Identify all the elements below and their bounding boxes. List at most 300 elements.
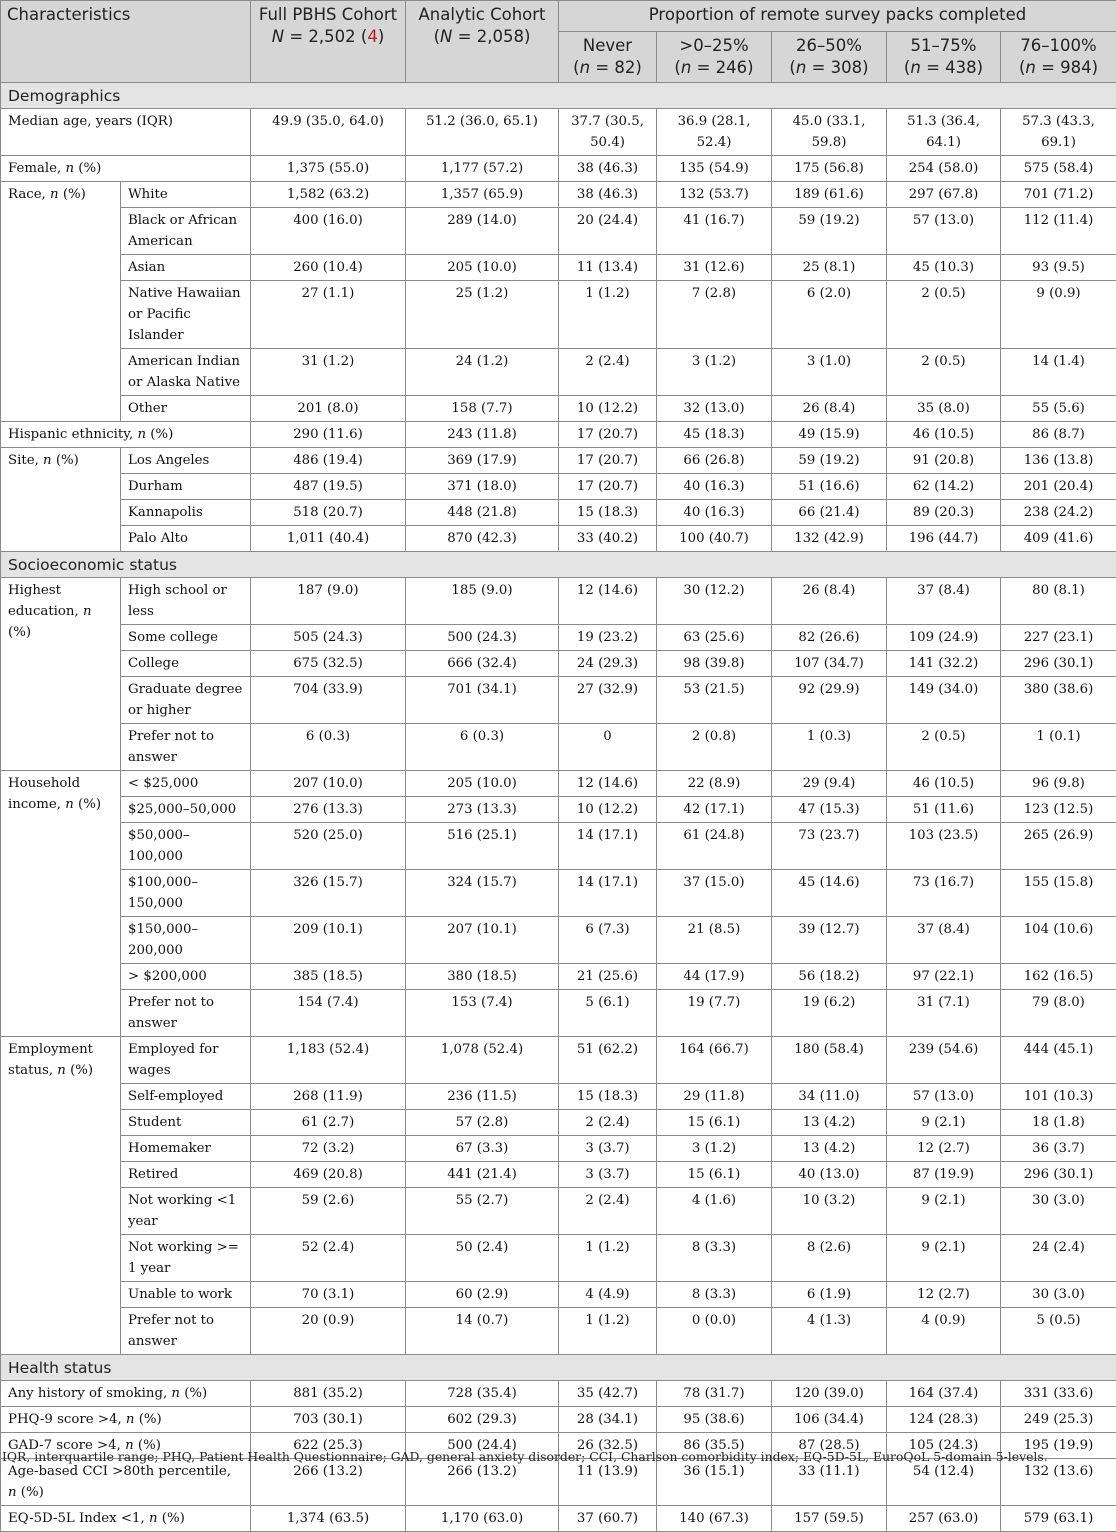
value-cell: 380 (18.5) [406, 964, 559, 990]
value-cell: 1,078 (52.4) [406, 1037, 559, 1084]
sub-label: $150,000–200,000 [121, 917, 251, 964]
reference-link[interactable]: 4 [367, 27, 378, 46]
value-cell: 8 (3.3) [657, 1282, 772, 1308]
value-cell: 36 (15.1) [657, 1459, 772, 1506]
table-row [1, 396, 1116, 422]
value-cell: 36 (3.7) [1001, 1136, 1116, 1162]
value-cell: 59 (19.2) [772, 448, 887, 474]
sub-label: Black or African American [121, 208, 251, 255]
value-cell: 10 (3.2) [772, 1188, 887, 1235]
value-cell: 25 (8.1) [772, 255, 887, 281]
sub-label: > $200,000 [121, 964, 251, 990]
value-cell: 59 (19.2) [772, 208, 887, 255]
table-row [1, 349, 1116, 396]
value-cell: 1,011 (40.4) [251, 526, 406, 552]
sub-label: Prefer not to answer [121, 1308, 251, 1355]
value-cell: 38 (46.3) [559, 182, 657, 208]
value-cell: 207 (10.0) [251, 771, 406, 797]
sub-label: $100,000–150,000 [121, 870, 251, 917]
sub-label: Prefer not to answer [121, 990, 251, 1037]
value-cell: 35 (42.7) [559, 1381, 657, 1407]
value-cell: 8 (2.6) [772, 1235, 887, 1282]
sub-label: Homemaker [121, 1136, 251, 1162]
value-cell: 20 (24.4) [559, 208, 657, 255]
value-cell: 10 (12.2) [559, 396, 657, 422]
value-cell: 6 (7.3) [559, 917, 657, 964]
value-cell: 34 (11.0) [772, 1084, 887, 1110]
value-cell: 55 (2.7) [406, 1188, 559, 1235]
table-row [1, 917, 1116, 964]
value-cell: 516 (25.1) [406, 823, 559, 870]
value-cell: 153 (7.4) [406, 990, 559, 1037]
value-cell: 9 (2.1) [887, 1188, 1001, 1235]
value-cell: 1 (1.2) [559, 1308, 657, 1355]
table-row [1, 1110, 1116, 1136]
value-cell: 6 (0.3) [251, 724, 406, 771]
table-header [1, 1, 1116, 83]
value-cell: 149 (34.0) [887, 677, 1001, 724]
value-cell: 728 (35.4) [406, 1381, 559, 1407]
sub-label: White [121, 182, 251, 208]
value-cell: 136 (13.8) [1001, 448, 1116, 474]
value-cell: 26 (8.4) [772, 578, 887, 625]
value-cell: 6 (1.9) [772, 1282, 887, 1308]
value-cell: 4 (0.9) [887, 1308, 1001, 1355]
value-cell: 112 (11.4) [1001, 208, 1116, 255]
sub-label: Retired [121, 1162, 251, 1188]
value-cell: 175 (56.8) [772, 156, 887, 182]
value-cell: 52 (2.4) [251, 1235, 406, 1282]
value-cell: 14 (1.4) [1001, 349, 1116, 396]
value-cell: 5 (0.5) [1001, 1308, 1116, 1355]
row-label: EQ-5D-5L Index <1, n (%) [1, 1506, 251, 1532]
value-cell: 86 (8.7) [1001, 422, 1116, 448]
value-cell: 19 (6.2) [772, 990, 887, 1037]
table-row [1, 1459, 1116, 1506]
value-cell: 51 (16.6) [772, 474, 887, 500]
value-cell: 82 (26.6) [772, 625, 887, 651]
value-cell: 36.9 (28.1, 52.4) [657, 109, 772, 156]
value-cell: 132 (13.6) [1001, 1459, 1116, 1506]
value-cell: 12 (2.7) [887, 1136, 1001, 1162]
value-cell: 57 (13.0) [887, 1084, 1001, 1110]
value-cell: 1,177 (57.2) [406, 156, 559, 182]
value-cell: 18 (1.8) [1001, 1110, 1116, 1136]
col-0-25: >0–25% (n = 246) [657, 32, 772, 83]
value-cell: 20 (0.9) [251, 1308, 406, 1355]
value-cell: 675 (32.5) [251, 651, 406, 677]
value-cell: 243 (11.8) [406, 422, 559, 448]
value-cell: 380 (38.6) [1001, 677, 1116, 724]
value-cell: 46 (10.5) [887, 771, 1001, 797]
sub-label: Employed for wages [121, 1037, 251, 1084]
value-cell: 520 (25.0) [251, 823, 406, 870]
value-cell: 189 (61.6) [772, 182, 887, 208]
value-cell: 268 (11.9) [251, 1084, 406, 1110]
sub-label: Student [121, 1110, 251, 1136]
value-cell: 2 (2.4) [559, 1110, 657, 1136]
value-cell: 622 (25.3) [251, 1433, 406, 1459]
value-cell: 331 (33.6) [1001, 1381, 1116, 1407]
value-cell: 155 (15.8) [1001, 870, 1116, 917]
section-title: Health status [1, 1355, 1116, 1381]
table-row [1, 578, 1116, 625]
sub-label: $25,000–50,000 [121, 797, 251, 823]
sub-label: Prefer not to answer [121, 724, 251, 771]
value-cell: 61 (24.8) [657, 823, 772, 870]
group-label: Household income, n (%) [1, 771, 121, 1037]
value-cell: 4 (1.3) [772, 1308, 887, 1355]
table-row [1, 1037, 1116, 1084]
value-cell: 1 (1.2) [559, 281, 657, 349]
table-body [1, 83, 1116, 1532]
value-cell: 92 (29.9) [772, 677, 887, 724]
value-cell: 86 (35.5) [657, 1433, 772, 1459]
value-cell: 19 (7.7) [657, 990, 772, 1037]
value-cell: 11 (13.4) [559, 255, 657, 281]
value-cell: 37.7 (30.5, 50.4) [559, 109, 657, 156]
value-cell: 162 (16.5) [1001, 964, 1116, 990]
row-label: Median age, years (IQR) [1, 109, 251, 156]
value-cell: 26 (8.4) [772, 396, 887, 422]
value-cell: 164 (66.7) [657, 1037, 772, 1084]
sub-label: Los Angeles [121, 448, 251, 474]
value-cell: 15 (18.3) [559, 500, 657, 526]
value-cell: 135 (54.9) [657, 156, 772, 182]
value-cell: 132 (42.9) [772, 526, 887, 552]
row-label: GAD-7 score >4, n (%) [1, 1433, 251, 1459]
value-cell: 37 (15.0) [657, 870, 772, 917]
section-header-demographics [1, 83, 1116, 109]
value-cell: 107 (34.7) [772, 651, 887, 677]
value-cell: 2 (0.5) [887, 281, 1001, 349]
value-cell: 209 (10.1) [251, 917, 406, 964]
value-cell: 27 (1.1) [251, 281, 406, 349]
sub-label: Graduate degree or higher [121, 677, 251, 724]
value-cell: 21 (25.6) [559, 964, 657, 990]
value-cell: 66 (26.8) [657, 448, 772, 474]
value-cell: 11 (13.9) [559, 1459, 657, 1506]
row-label: Any history of smoking, n (%) [1, 1381, 251, 1407]
value-cell: 505 (24.3) [251, 625, 406, 651]
value-cell: 185 (9.0) [406, 578, 559, 625]
section-title: Socioeconomic status [1, 552, 1116, 578]
value-cell: 369 (17.9) [406, 448, 559, 474]
value-cell: 61 (2.7) [251, 1110, 406, 1136]
value-cell: 227 (23.1) [1001, 625, 1116, 651]
value-cell: 31 (7.1) [887, 990, 1001, 1037]
value-cell: 10 (12.2) [559, 797, 657, 823]
value-cell: 40 (16.3) [657, 500, 772, 526]
table-row [1, 1084, 1116, 1110]
sub-label: Asian [121, 255, 251, 281]
value-cell: 124 (28.3) [887, 1407, 1001, 1433]
value-cell: 39 (12.7) [772, 917, 887, 964]
col-51-75: 51–75% (n = 438) [887, 32, 1001, 83]
value-cell: 870 (42.3) [406, 526, 559, 552]
value-cell: 44 (17.9) [657, 964, 772, 990]
value-cell: 104 (10.6) [1001, 917, 1116, 964]
value-cell: 500 (24.4) [406, 1433, 559, 1459]
value-cell: 701 (34.1) [406, 677, 559, 724]
value-cell: 24 (29.3) [559, 651, 657, 677]
value-cell: 296 (30.1) [1001, 651, 1116, 677]
value-cell: 73 (16.7) [887, 870, 1001, 917]
value-cell: 67 (3.3) [406, 1136, 559, 1162]
value-cell: 49 (15.9) [772, 422, 887, 448]
value-cell: 15 (6.1) [657, 1110, 772, 1136]
sub-label: Unable to work [121, 1282, 251, 1308]
value-cell: 205 (10.0) [406, 771, 559, 797]
value-cell: 105 (24.3) [887, 1433, 1001, 1459]
value-cell: 881 (35.2) [251, 1381, 406, 1407]
value-cell: 60 (2.9) [406, 1282, 559, 1308]
value-cell: 24 (1.2) [406, 349, 559, 396]
value-cell: 12 (2.7) [887, 1282, 1001, 1308]
sub-label: < $25,000 [121, 771, 251, 797]
table-row [1, 990, 1116, 1037]
value-cell: 51.3 (36.4, 64.1) [887, 109, 1001, 156]
value-cell: 17 (20.7) [559, 474, 657, 500]
table-row [1, 1162, 1116, 1188]
value-cell: 1,183 (52.4) [251, 1037, 406, 1084]
value-cell: 9 (2.1) [887, 1235, 1001, 1282]
value-cell: 30 (3.0) [1001, 1282, 1116, 1308]
value-cell: 201 (8.0) [251, 396, 406, 422]
value-cell: 400 (16.0) [251, 208, 406, 255]
value-cell: 289 (14.0) [406, 208, 559, 255]
value-cell: 46 (10.5) [887, 422, 1001, 448]
value-cell: 2 (2.4) [559, 349, 657, 396]
table-row [1, 208, 1116, 255]
value-cell: 57.3 (43.3, 69.1) [1001, 109, 1116, 156]
value-cell: 3 (1.2) [657, 349, 772, 396]
value-cell: 87 (19.9) [887, 1162, 1001, 1188]
value-cell: 666 (32.4) [406, 651, 559, 677]
value-cell: 238 (24.2) [1001, 500, 1116, 526]
value-cell: 30 (12.2) [657, 578, 772, 625]
value-cell: 123 (12.5) [1001, 797, 1116, 823]
value-cell: 80 (8.1) [1001, 578, 1116, 625]
table-row [1, 651, 1116, 677]
row-label: PHQ-9 score >4, n (%) [1, 1407, 251, 1433]
col-analytic-cohort: Analytic Cohort (N = 2,058) [406, 1, 559, 83]
col-26-50: 26–50% (n = 308) [772, 32, 887, 83]
value-cell: 21 (8.5) [657, 917, 772, 964]
value-cell: 96 (9.8) [1001, 771, 1116, 797]
value-cell: 31 (1.2) [251, 349, 406, 396]
value-cell: 207 (10.1) [406, 917, 559, 964]
value-cell: 106 (34.4) [772, 1407, 887, 1433]
value-cell: 41 (16.7) [657, 208, 772, 255]
value-cell: 704 (33.9) [251, 677, 406, 724]
value-cell: 59 (2.6) [251, 1188, 406, 1235]
value-cell: 195 (19.9) [1001, 1433, 1116, 1459]
value-cell: 486 (19.4) [251, 448, 406, 474]
col-full-cohort: Full PBHS Cohort N = 2,502 (4) [251, 1, 406, 83]
table-row [1, 771, 1116, 797]
sub-label: Durham [121, 474, 251, 500]
value-cell: 254 (58.0) [887, 156, 1001, 182]
value-cell: 1,375 (55.0) [251, 156, 406, 182]
value-cell: 73 (23.7) [772, 823, 887, 870]
value-cell: 265 (26.9) [1001, 823, 1116, 870]
table-footnote: IQR, interquartile range; PHQ, Patient Health Questionnaire; GAD, general anxiety disorder; CCI, Charlson comorbidity index; EQ-5D-5L, EuroQoL 5-domain 5-levels. [0, 1449, 1116, 1464]
table-row [1, 1188, 1116, 1235]
value-cell: 14 (17.1) [559, 870, 657, 917]
value-cell: 0 (0.0) [657, 1308, 772, 1355]
group-label: Site, n (%) [1, 448, 121, 552]
value-cell: 2 (0.5) [887, 724, 1001, 771]
value-cell: 30 (3.0) [1001, 1188, 1116, 1235]
value-cell: 17 (20.7) [559, 422, 657, 448]
value-cell: 42 (17.1) [657, 797, 772, 823]
value-cell: 239 (54.6) [887, 1037, 1001, 1084]
value-cell: 33 (11.1) [772, 1459, 887, 1506]
value-cell: 273 (13.3) [406, 797, 559, 823]
group-label: Highest education, n (%) [1, 578, 121, 771]
value-cell: 49.9 (35.0, 64.0) [251, 109, 406, 156]
value-cell: 201 (20.4) [1001, 474, 1116, 500]
sub-label: $50,000–100,000 [121, 823, 251, 870]
value-cell: 1,357 (65.9) [406, 182, 559, 208]
value-cell: 249 (25.3) [1001, 1407, 1116, 1433]
value-cell: 98 (39.8) [657, 651, 772, 677]
value-cell: 5 (6.1) [559, 990, 657, 1037]
value-cell: 701 (71.2) [1001, 182, 1116, 208]
sub-label: Not working <1 year [121, 1188, 251, 1235]
value-cell: 57 (2.8) [406, 1110, 559, 1136]
group-label: Race, n (%) [1, 182, 121, 422]
value-cell: 103 (23.5) [887, 823, 1001, 870]
table-row [1, 1282, 1116, 1308]
value-cell: 157 (59.5) [772, 1506, 887, 1532]
value-cell: 132 (53.7) [657, 182, 772, 208]
value-cell: 324 (15.7) [406, 870, 559, 917]
value-cell: 45 (14.6) [772, 870, 887, 917]
value-cell: 14 (0.7) [406, 1308, 559, 1355]
sub-label: Native Hawaiian or Pacific Islander [121, 281, 251, 349]
value-cell: 13 (4.2) [772, 1136, 887, 1162]
value-cell: 448 (21.8) [406, 500, 559, 526]
value-cell: 260 (10.4) [251, 255, 406, 281]
table-row [1, 1235, 1116, 1282]
value-cell: 32 (13.0) [657, 396, 772, 422]
value-cell: 6 (0.3) [406, 724, 559, 771]
sub-label: Kannapolis [121, 500, 251, 526]
value-cell: 266 (13.2) [406, 1459, 559, 1506]
value-cell: 276 (13.3) [251, 797, 406, 823]
value-cell: 297 (67.8) [887, 182, 1001, 208]
value-cell: 109 (24.9) [887, 625, 1001, 651]
sub-label: Palo Alto [121, 526, 251, 552]
value-cell: 120 (39.0) [772, 1381, 887, 1407]
value-cell: 154 (7.4) [251, 990, 406, 1037]
value-cell: 45.0 (33.1, 59.8) [772, 109, 887, 156]
value-cell: 6 (2.0) [772, 281, 887, 349]
value-cell: 38 (46.3) [559, 156, 657, 182]
value-cell: 1 (0.3) [772, 724, 887, 771]
sub-label: Not working >= 1 year [121, 1235, 251, 1282]
value-cell: 9 (2.1) [887, 1110, 1001, 1136]
value-cell: 326 (15.7) [251, 870, 406, 917]
value-cell: 257 (63.0) [887, 1506, 1001, 1532]
value-cell: 62 (14.2) [887, 474, 1001, 500]
value-cell: 1,170 (63.0) [406, 1506, 559, 1532]
value-cell: 28 (34.1) [559, 1407, 657, 1433]
value-cell: 17 (20.7) [559, 448, 657, 474]
value-cell: 51 (11.6) [887, 797, 1001, 823]
value-cell: 487 (19.5) [251, 474, 406, 500]
value-cell: 8 (3.3) [657, 1235, 772, 1282]
table-row [1, 156, 1116, 182]
table-row [1, 625, 1116, 651]
value-cell: 50 (2.4) [406, 1235, 559, 1282]
value-cell: 51 (62.2) [559, 1037, 657, 1084]
value-cell: 1,582 (63.2) [251, 182, 406, 208]
table-row [1, 182, 1116, 208]
row-label: Hispanic ethnicity, n (%) [1, 422, 251, 448]
value-cell: 97 (22.1) [887, 964, 1001, 990]
value-cell: 72 (3.2) [251, 1136, 406, 1162]
table-row [1, 870, 1116, 917]
col-never: Never (n = 82) [559, 32, 657, 83]
row-label: Female, n (%) [1, 156, 251, 182]
value-cell: 290 (11.6) [251, 422, 406, 448]
value-cell: 24 (2.4) [1001, 1235, 1116, 1282]
value-cell: 19 (23.2) [559, 625, 657, 651]
value-cell: 7 (2.8) [657, 281, 772, 349]
section-header-ses [1, 552, 1116, 578]
value-cell: 15 (18.3) [559, 1084, 657, 1110]
value-cell: 37 (8.4) [887, 917, 1001, 964]
value-cell: 26 (32.5) [559, 1433, 657, 1459]
value-cell: 40 (13.0) [772, 1162, 887, 1188]
table-row [1, 1136, 1116, 1162]
value-cell: 2 (0.8) [657, 724, 772, 771]
value-cell: 602 (29.3) [406, 1407, 559, 1433]
value-cell: 45 (10.3) [887, 255, 1001, 281]
value-cell: 15 (6.1) [657, 1162, 772, 1188]
value-cell: 63 (25.6) [657, 625, 772, 651]
col-76-100: 76–100% (n = 984) [1001, 32, 1116, 83]
value-cell: 53 (21.5) [657, 677, 772, 724]
value-cell: 45 (18.3) [657, 422, 772, 448]
value-cell: 385 (18.5) [251, 964, 406, 990]
table-row [1, 823, 1116, 870]
table-row [1, 448, 1116, 474]
value-cell: 2 (2.4) [559, 1188, 657, 1235]
section-title: Demographics [1, 83, 1116, 109]
value-cell: 1,374 (63.5) [251, 1506, 406, 1532]
group-label: Employment status, n (%) [1, 1037, 121, 1355]
value-cell: 296 (30.1) [1001, 1162, 1116, 1188]
value-cell: 13 (4.2) [772, 1110, 887, 1136]
value-cell: 3 (3.7) [559, 1162, 657, 1188]
value-cell: 575 (58.4) [1001, 156, 1116, 182]
value-cell: 66 (21.4) [772, 500, 887, 526]
value-cell: 89 (20.3) [887, 500, 1001, 526]
sub-label: American Indian or Alaska Native [121, 349, 251, 396]
value-cell: 180 (58.4) [772, 1037, 887, 1084]
value-cell: 2 (0.5) [887, 349, 1001, 396]
value-cell: 14 (17.1) [559, 823, 657, 870]
table-row [1, 1381, 1116, 1407]
value-cell: 100 (40.7) [657, 526, 772, 552]
table-row [1, 1407, 1116, 1433]
value-cell: 4 (1.6) [657, 1188, 772, 1235]
value-cell: 47 (15.3) [772, 797, 887, 823]
